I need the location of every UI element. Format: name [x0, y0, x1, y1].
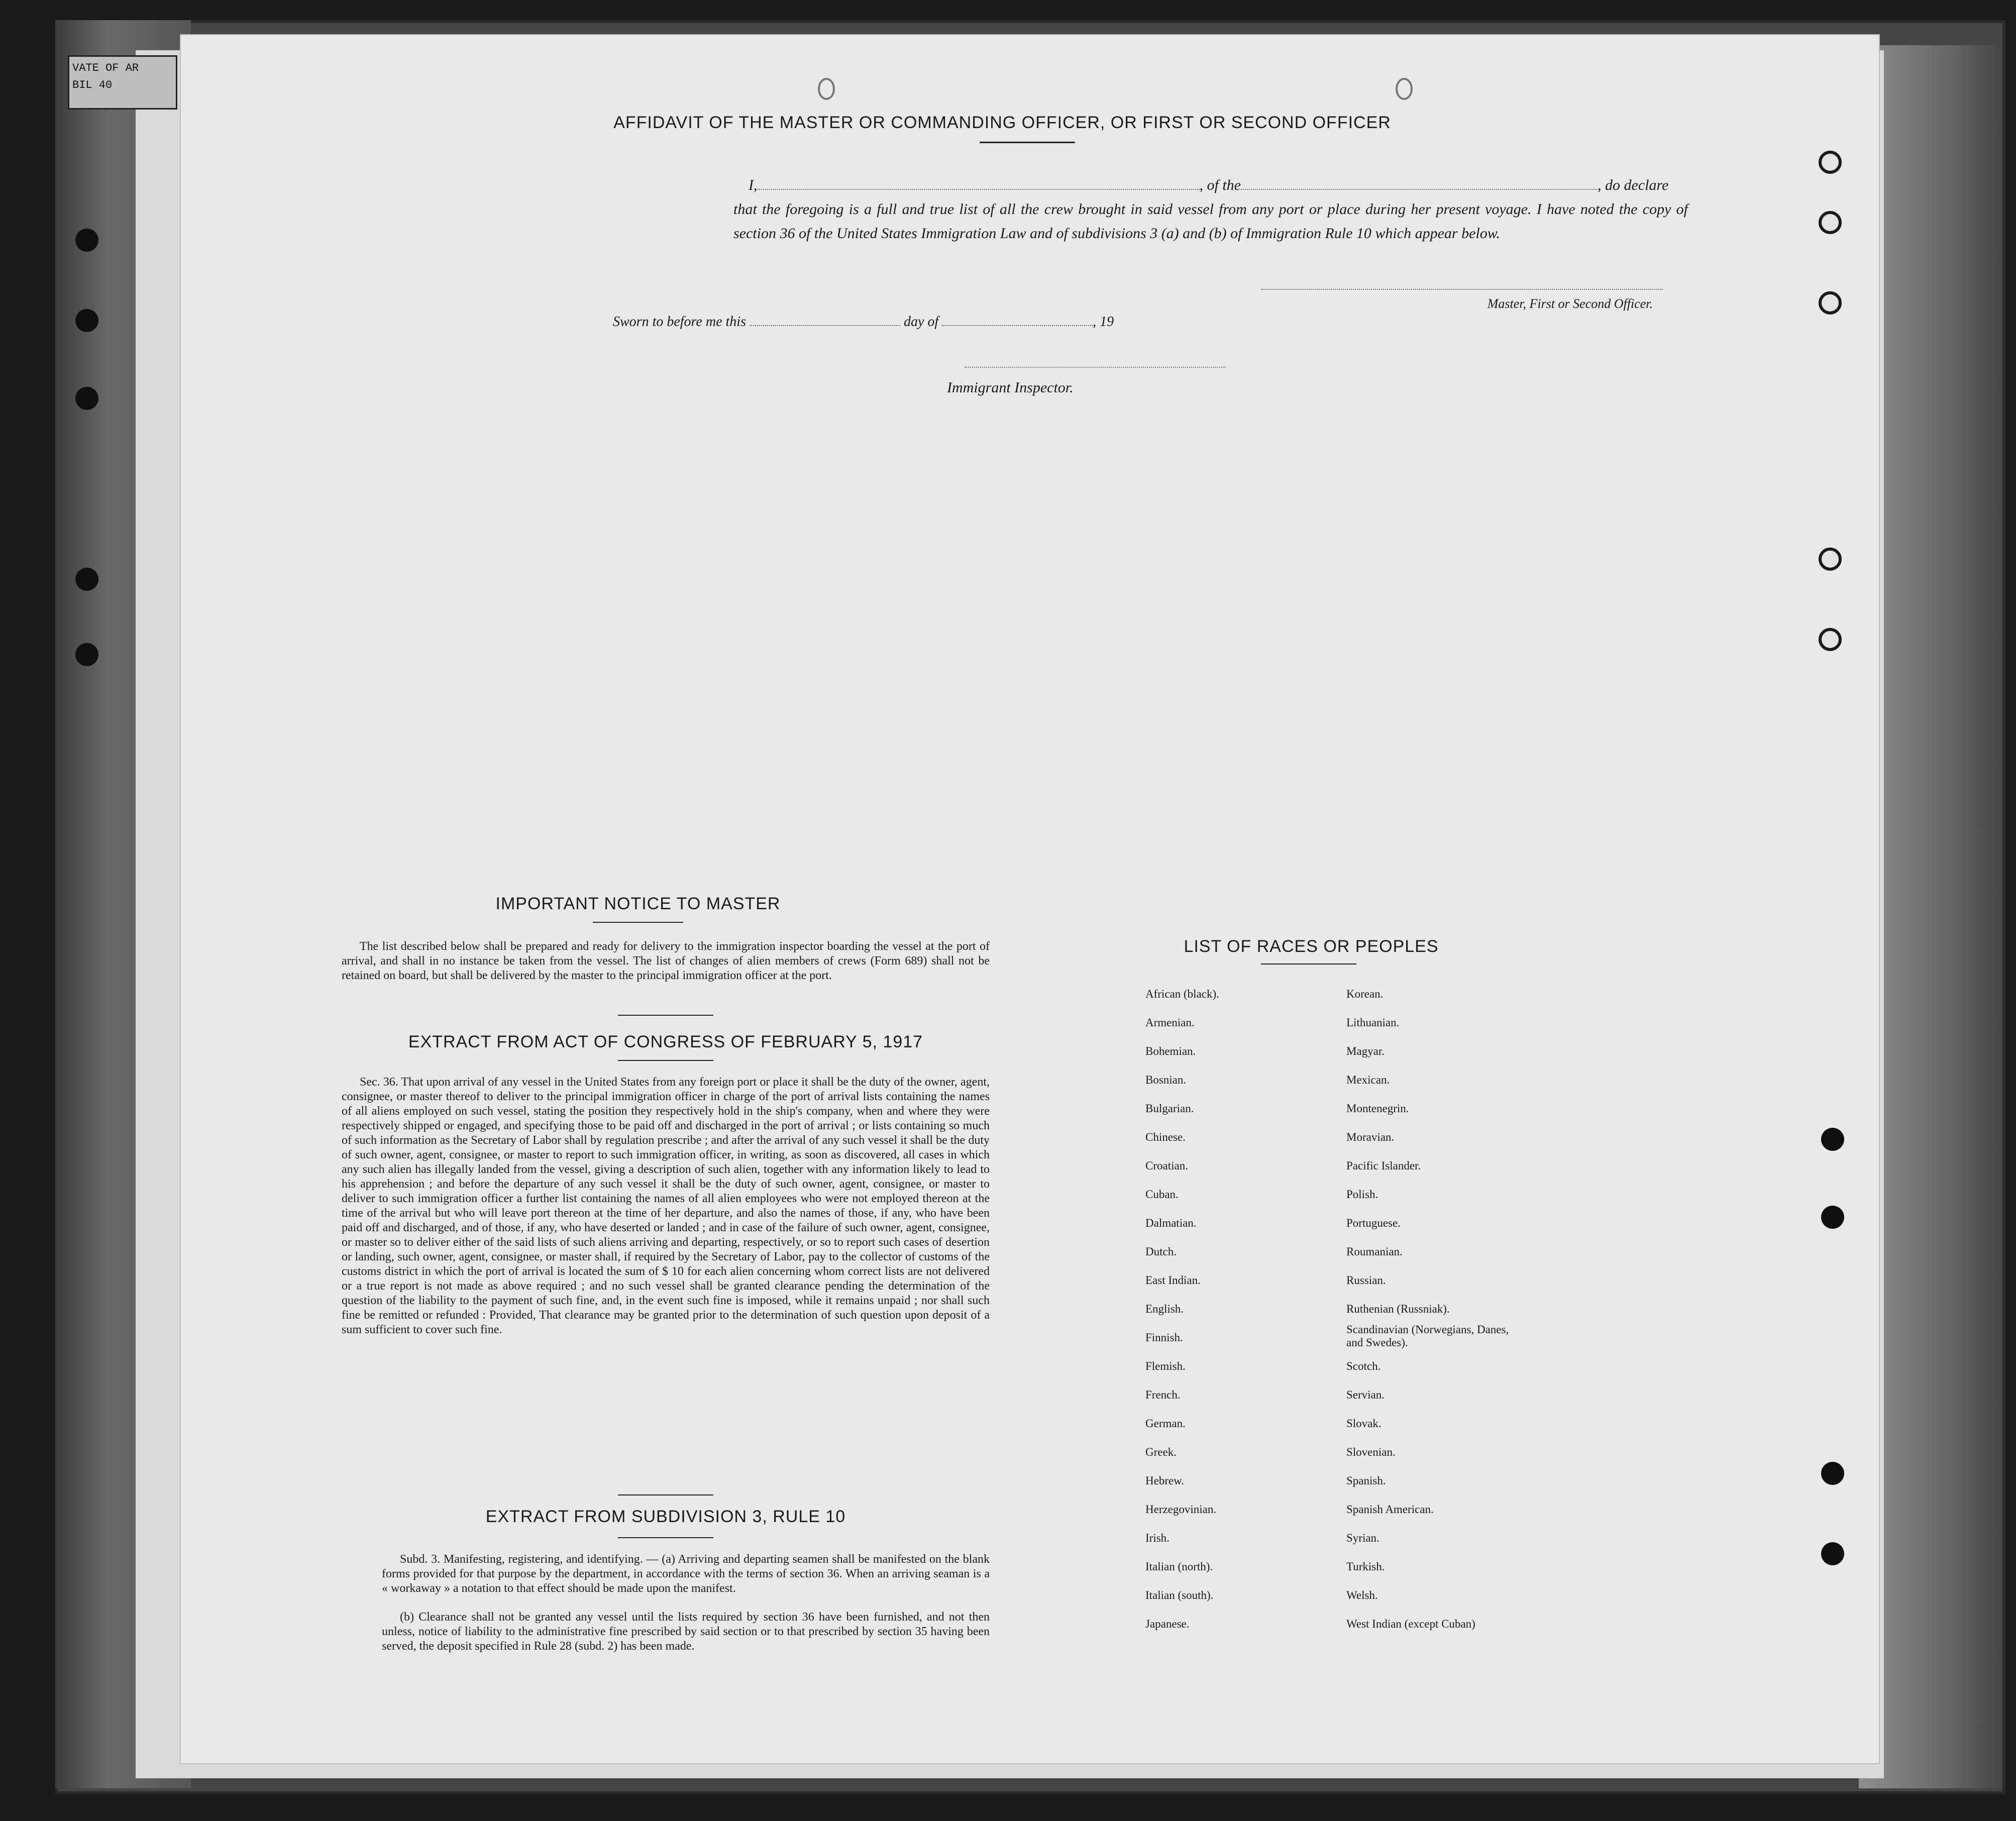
- race-item: Scotch.: [1346, 1360, 1381, 1372]
- races-right-column: [1346, 980, 1557, 1638]
- sworn-line: [613, 314, 1114, 330]
- race-item: Roumanian.: [1346, 1245, 1403, 1258]
- notice-rule: [593, 922, 683, 923]
- race-item: Cuban.: [1145, 1188, 1179, 1201]
- rule-subdivision-b: (b) Clearance shall not be granted any vessel until the lists required by section 36 have been furnished, and not then unless, notice of liability to the administrative fine prescribed by said section or to that prescribed by section 35 having been served, the deposit specified in Rule 28 (subd. 2) has been made.: [382, 1611, 990, 1653]
- race-item: Bulgarian.: [1145, 1102, 1194, 1115]
- rule-subdivision-a: Subd. 3. Manifesting, registering, and identifying. — (a) Arriving and departing seamen shall be manifested on the blank forms provided for that purpose by the department, in accordance with the terms of section 36. When an arriving seaman is a « workaway » a notation to that effect should be made upon the manifest.: [382, 1553, 990, 1595]
- title-rule: [980, 142, 1075, 143]
- race-item: Turkish.: [1346, 1560, 1385, 1573]
- race-item: Polish.: [1346, 1188, 1378, 1201]
- race-item: Finnish.: [1145, 1331, 1183, 1344]
- race-item: Syrian.: [1346, 1532, 1380, 1544]
- top-ring-hole: [1396, 78, 1413, 100]
- punch-hole: [1819, 548, 1842, 571]
- race-item: Hebrew.: [1145, 1474, 1185, 1487]
- race-item: African (black).: [1145, 988, 1219, 1000]
- race-item: Pacific Islander.: [1346, 1159, 1421, 1172]
- race-item: Bosnian.: [1145, 1074, 1187, 1086]
- race-item: Japanese.: [1145, 1618, 1190, 1630]
- race-item: Italian (south).: [1145, 1589, 1214, 1601]
- affidavit-statement: [733, 173, 1688, 246]
- race-item: German.: [1145, 1417, 1186, 1430]
- act-title: EXTRACT FROM ACT OF CONGRESS OF FEBRUARY 5, 1917: [408, 1032, 923, 1051]
- sworn-day-field[interactable]: [750, 325, 900, 326]
- races-rule: [1261, 963, 1356, 965]
- notice-title: IMPORTANT NOTICE TO MASTER: [495, 894, 781, 913]
- punch-hole: [1821, 1206, 1844, 1229]
- year-label: , 19: [1093, 314, 1114, 330]
- stamp-line-1: VATE OF AR: [72, 62, 139, 74]
- race-item: Armenian.: [1145, 1016, 1195, 1029]
- race-item: Spanish American.: [1346, 1503, 1434, 1516]
- affidavit-body: that the foregoing is a full and true list of all the crew brought in said vessel from any port or place during her present voyage. I have noted the copy of section 36 of the United States Immigration Law and of subdivisions 3 (a) and (b) of Immigration Rule 10 which appear below.: [733, 201, 1688, 242]
- i-label: I,: [749, 177, 758, 193]
- race-item: Irish.: [1145, 1532, 1170, 1544]
- sworn-month-field[interactable]: [942, 325, 1093, 326]
- punch-hole: [75, 643, 98, 666]
- punch-hole: [1819, 628, 1842, 651]
- race-item: Ruthenian (Russniak).: [1346, 1303, 1450, 1315]
- race-item: Lithuanian.: [1346, 1016, 1400, 1029]
- act-rule: [618, 1060, 713, 1061]
- ledger-stamp: [68, 55, 177, 110]
- separator-rule: [618, 1015, 713, 1016]
- separator-rule: [618, 1494, 713, 1495]
- race-item: Montenegrin.: [1346, 1102, 1409, 1115]
- punch-hole: [1821, 1542, 1844, 1565]
- race-item: East Indian.: [1145, 1274, 1201, 1287]
- race-item: Croatian.: [1145, 1159, 1188, 1172]
- top-ring-hole: [818, 78, 835, 100]
- race-item: Korean.: [1346, 988, 1384, 1000]
- rule-rule: [618, 1537, 713, 1538]
- race-item: Slovenian.: [1346, 1446, 1396, 1458]
- stamp-line-2: BIL 40: [72, 79, 113, 91]
- punch-hole: [75, 309, 98, 332]
- name-blank-field[interactable]: [758, 189, 1200, 190]
- punch-hole: [1819, 151, 1842, 174]
- punch-hole: [1821, 1128, 1844, 1151]
- race-item: Bohemian.: [1145, 1045, 1196, 1057]
- race-item: Servian.: [1346, 1388, 1385, 1401]
- punch-hole: [75, 229, 98, 252]
- manifest-page: [181, 35, 1879, 1763]
- race-item: Welsh.: [1346, 1589, 1378, 1601]
- races-title: LIST OF RACES OR PEOPLES: [1184, 937, 1439, 956]
- punch-hole: [75, 387, 98, 410]
- master-signature-line[interactable]: [1261, 289, 1663, 290]
- race-item: Mexican.: [1346, 1074, 1390, 1086]
- affidavit-title: AFFIDAVIT OF THE MASTER OR COMMANDING OFFICER, OR FIRST OR SECOND OFFICER: [613, 113, 1391, 132]
- race-item: Italian (north).: [1145, 1560, 1213, 1573]
- master-signature-label: Master, First or Second Officer.: [1487, 296, 1653, 311]
- race-item: French.: [1145, 1388, 1181, 1401]
- inspector-label: Immigrant Inspector.: [947, 379, 1074, 396]
- race-item: Spanish.: [1346, 1474, 1386, 1487]
- race-item: Slovak.: [1346, 1417, 1382, 1430]
- of-the-label: , of the: [1199, 177, 1241, 193]
- day-of-label: day of: [903, 314, 939, 330]
- sworn-label: Sworn to before me this: [613, 314, 746, 330]
- punch-hole: [1821, 1462, 1844, 1485]
- race-item: Chinese.: [1145, 1131, 1186, 1143]
- race-item: Scandinavian (Norwegians, Danes, and Swedes).: [1346, 1323, 1509, 1349]
- do-declare-label: , do declare: [1598, 177, 1669, 193]
- punch-hole: [1819, 291, 1842, 314]
- act-section-36: Sec. 36. That upon arrival of any vessel in the United States from any foreign port or place it shall be the duty of the owner, agent, consignee, or master thereof to deliver to the principal immigration officer in charge of the port of arrival lists containing the names of all aliens employed on such vessel, stating the position they respectively hold in the ship's company, when and where they were respectively shipped or engaged, and specifying those to be paid off and discharged in the port of arrival ; or lists containing so much of such information as the Secretary of Labor shall by regulation prescribe ; and after the arrival of any such vessel it shall be the duty of such owner, agent, consignee, or master to report to such immigration officer, in writing, as soon as discovered, all cases in which any such alien has illegally landed from the vessel, giving a description of such alien, together with any information likely to lead to his apprehension ; and before the departure of any such vessel it shall be the duty of such owner, agent, consignee, or master to deliver to such immigration officer a further list containing the names of all alien employees who were not employed thereon at the time of the arrival but who will leave port thereon at the time of her departure, and also the names of those, if any, who have been paid off and discharged, and of those, if any, who have deserted or landed ; and in case of the failure of such owner, agent, consignee, or master so to deliver either of the said lists of such aliens arriving and departing, respectively, or so to report such cases of desertion or landing, such owner, agent, consignee, or master shall, if required by the Secretary of Labor, pay to the collector of customs of the customs district in which the port of arrival is located the sum of $ 10 for each alien concerning whom correct lists are not delivered or a true report is not made as above required ; and no such vessel shall be granted clearance pending the determination of the question of the liability to the payment of such fine, and, in the event such fine is imposed, while it remains unpaid ; nor shall such fine be remitted or refunded : Provided, That clearance may be granted prior to the determination of such question upon deposit of a sum sufficient to cover such fine.: [342, 1076, 990, 1336]
- race-item: West Indian (except Cuban): [1346, 1618, 1475, 1630]
- race-item: English.: [1145, 1303, 1184, 1315]
- punch-hole: [75, 568, 98, 591]
- races-left-column: [1145, 980, 1336, 1638]
- race-item: Herzegovinian.: [1145, 1503, 1217, 1516]
- race-item: Moravian.: [1346, 1131, 1395, 1143]
- race-item: Dalmatian.: [1145, 1217, 1197, 1229]
- vessel-blank-field[interactable]: [1241, 189, 1598, 190]
- race-item: Flemish.: [1145, 1360, 1186, 1372]
- race-item: Magyar.: [1346, 1045, 1385, 1057]
- race-item: Russian.: [1346, 1274, 1386, 1287]
- rule-title: EXTRACT FROM SUBDIVISION 3, RULE 10: [485, 1507, 846, 1526]
- affidavit-first-line: [733, 173, 1688, 197]
- race-item: Greek.: [1145, 1446, 1177, 1458]
- punch-hole: [1819, 211, 1842, 234]
- notice-body: The list described below shall be prepared and ready for delivery to the immigration inspector boarding the vessel at the port of arrival, and shall in no instance be taken from the vessel. The list of changes of alien members of crews (Form 689) shall not be retained on board, but shall be delivered by the master to the principal immigration officer at the port.: [342, 940, 990, 982]
- inspector-signature-line[interactable]: [965, 367, 1226, 368]
- race-item: Portuguese.: [1346, 1217, 1401, 1229]
- race-item: Dutch.: [1145, 1245, 1177, 1258]
